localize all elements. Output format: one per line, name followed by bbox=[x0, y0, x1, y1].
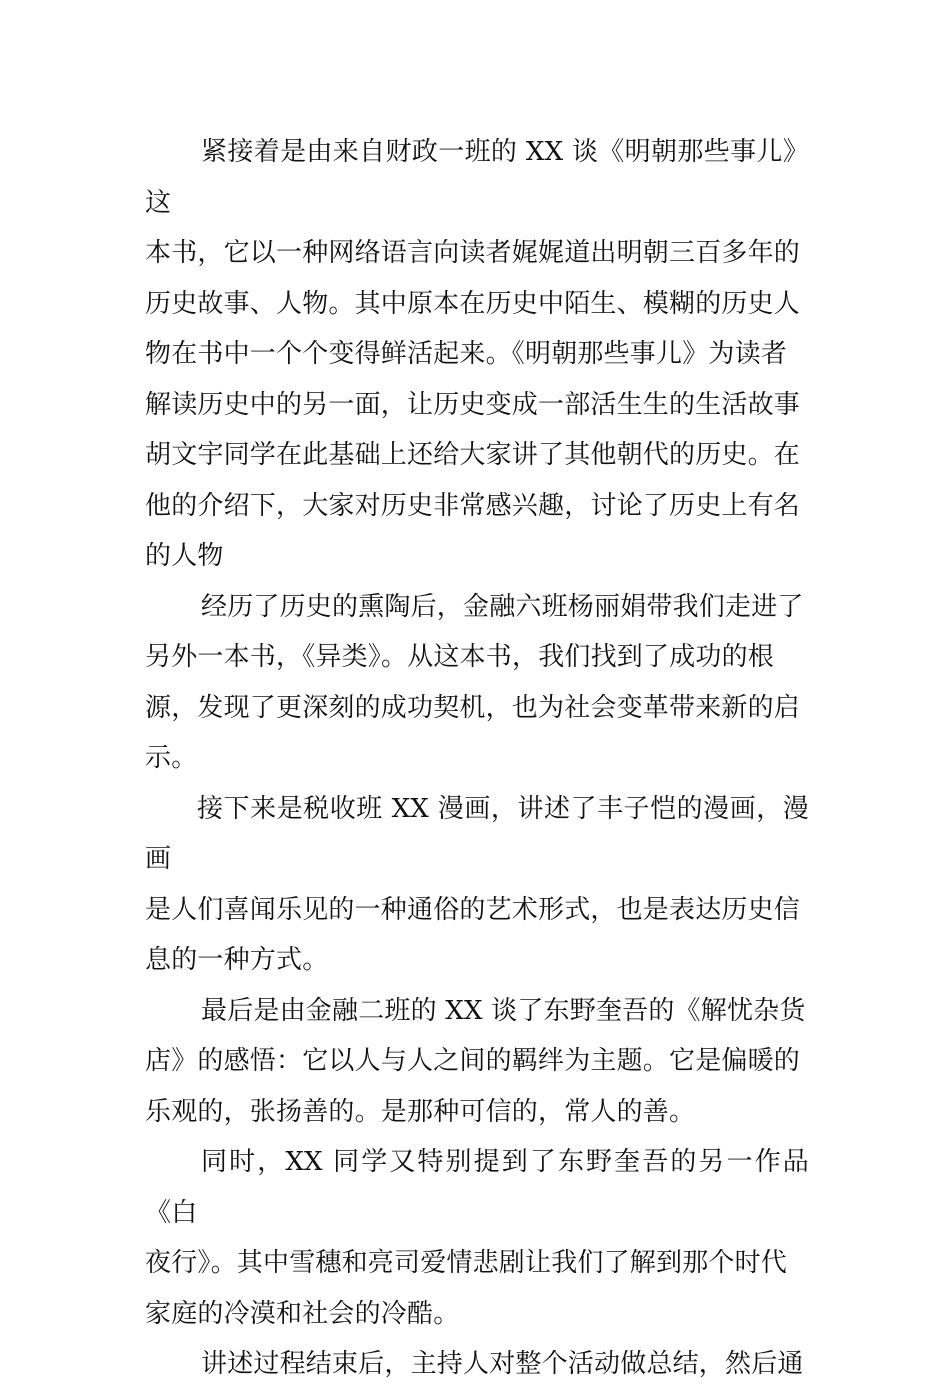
line: 物在书中一个个变得鲜活起来。《明朝那些事儿》为读者 bbox=[145, 339, 788, 369]
document-body bbox=[145, 127, 809, 1390]
line: 家庭的冷漠和社会的冷酷。 bbox=[145, 1298, 460, 1329]
line: 夜行》。其中雪穗和亮司爱情悲剧让我们了解到那个时代 bbox=[145, 1248, 788, 1278]
line: 店》的感悟：它以人与人之间的羁绊为主题。它是偏暖的 bbox=[145, 1046, 801, 1076]
line: 接下来是税收班 XX 漫画，讲述了丰子恺的漫画，漫画 bbox=[145, 793, 809, 874]
line: 紧接着是由来自财政一班的 XX 谈《明朝那些事儿》这 bbox=[145, 137, 809, 218]
line: 同时，XX 同学又特别提到了东野奎吾的另一作品《白 bbox=[145, 1147, 809, 1228]
line: 的人物 bbox=[145, 541, 224, 571]
paragraph-6 bbox=[145, 1339, 809, 1390]
paragraph-3 bbox=[145, 784, 809, 986]
line: 他的介绍下，大家对历史非常感兴趣，讨论了历史上有名 bbox=[145, 490, 801, 521]
line: 本书，它以一种网络语言向读者娓娓道出明朝三百多年的 bbox=[145, 238, 801, 268]
paragraph-2 bbox=[145, 582, 809, 784]
line: 胡文宇同学在此基础上还给大家讲了其他朝代的历史。在 bbox=[145, 440, 801, 470]
line: 历史故事、人物。其中原本在历史中陌生、模糊的历史人 bbox=[145, 288, 801, 319]
line: 息的一种方式。 bbox=[145, 945, 329, 975]
paragraph-4 bbox=[145, 986, 809, 1138]
paragraph-5 bbox=[145, 1137, 809, 1339]
line: 示。 bbox=[145, 743, 198, 773]
line: 经历了历史的熏陶后，金融六班杨丽娟带我们走进了 bbox=[201, 591, 804, 622]
line: 乐观的，张扬善的。是那种可信的，常人的善。 bbox=[145, 1096, 696, 1127]
line: 另外一本书，《异类》。从这本书，我们找到了成功的根 bbox=[145, 642, 775, 672]
line: 源，发现了更深刻的成功契机，也为社会变革带来新的启 bbox=[145, 692, 801, 723]
line: 最后是由金融二班的 XX 谈了东野奎吾的《解忧杂货 bbox=[201, 995, 806, 1026]
line: 解读历史中的另一面，让历史变成一部活生生的生活故事 bbox=[145, 389, 801, 420]
paragraph-1 bbox=[145, 127, 809, 582]
line: 讲述过程结束后，主持人对整个活动做总结，然后通 bbox=[201, 1349, 804, 1379]
line: 是人们喜闻乐见的一种通俗的艺术形式，也是表达历史信 bbox=[145, 894, 801, 925]
